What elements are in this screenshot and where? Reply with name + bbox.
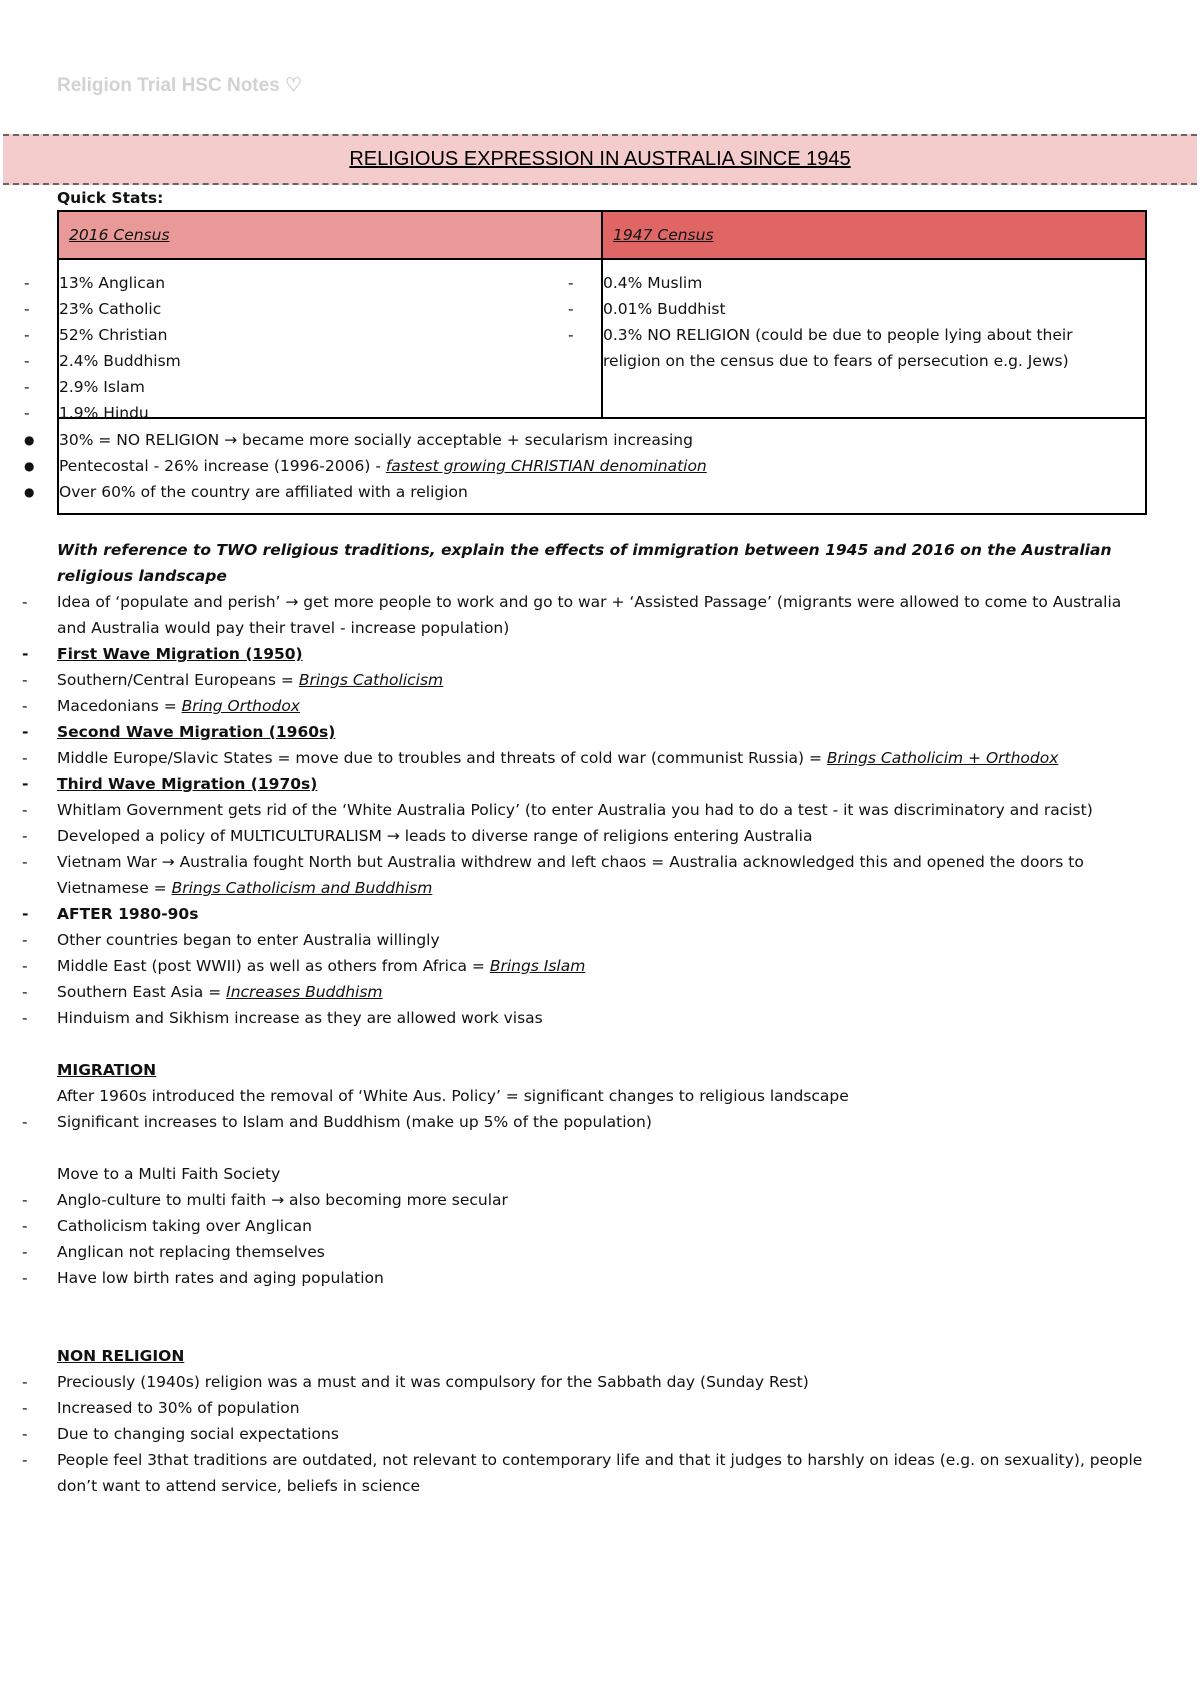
census-summary-list [59, 427, 1145, 505]
third-wave-list [57, 797, 1147, 901]
list-item: - Catholicism taking over Anglican [57, 1213, 1147, 1239]
list-item: ● Over 60% of the country are affiliated with a religion [59, 479, 1145, 505]
document-body [57, 189, 1147, 1499]
list-item: - 0.4% Muslim [603, 270, 1131, 296]
list-item: ● Pentecostal - 26% increase (1996-2006) - fastest growing CHRISTIAN denomination [59, 453, 1145, 479]
list-item: ● 30% = NO RELIGION → became more socially acceptable + secularism increasing [59, 427, 1145, 453]
list-item: - Developed a policy of MULTICULTURALISM → leads to diverse range of religions entering Australia [57, 823, 1147, 849]
census-2016-list [59, 270, 601, 426]
list-item: - 0.01% Buddhist [603, 296, 1131, 322]
multi-faith-list [57, 1187, 1147, 1265]
list-item: - Increased to 30% of population [57, 1395, 1147, 1421]
list-item: - Whitlam Government gets rid of the ‘White Australia Policy’ (to enter Australia you had to do a test - it was discriminatory and racist) [57, 797, 1147, 823]
list-item: - 0.3% NO RELIGION (could be due to people lying about their religion on the census due to fears of persecution e.g. Jews) [603, 322, 1131, 374]
list-item: - Macedonians = Bring Orthodox [57, 693, 1147, 719]
list-item: - Middle East (post WWII) as well as others from Africa = Brings Islam [57, 953, 1147, 979]
migration-intro: After 1960s introduced the removal of ‘White Aus. Policy’ = significant changes to religious landscape [57, 1087, 849, 1105]
census-1947-cell [602, 259, 1146, 418]
after-list [57, 953, 1147, 1031]
list-item: - Anglican not replacing themselves [57, 1239, 1147, 1265]
list-item: - Idea of ‘populate and perish’ → get more people to work and go to war + ‘Assisted Passage’ (migrants were allowed to come to Australia and Australia would pay their travel - increase population) [57, 589, 1147, 641]
list-item: - Preciously (1940s) religion was a must and it was compulsory for the Sabbath day (Sunday Rest) [57, 1369, 1147, 1395]
census-2016-header: 2016 Census [58, 211, 602, 259]
list-item: - Anglo-culture to multi faith → also becoming more secular [57, 1187, 1147, 1213]
list-item: - People feel 3that traditions are outdated, not relevant to contemporary life and that it judges to harshly on ideas (e.g. on sexuality), people don’t want to attend service, beliefs in science [57, 1447, 1147, 1499]
list-item: - Vietnam War → Australia fought North but Australia withdrew and left chaos = Australia acknowledged this and opened the doors to Vietnamese = Brings Catholicism and Buddhism [57, 849, 1147, 901]
list-item: - 2.4% Buddhism [59, 348, 601, 374]
immigration-list [57, 589, 1147, 667]
census-table [57, 210, 1147, 515]
list-item: - 52% Christian [59, 322, 601, 348]
list-item: - Southern East Asia = Increases Buddhism [57, 979, 1147, 1005]
list-item: - 13% Anglican [59, 270, 601, 296]
list-item: - Second Wave Migration (1960s) [57, 719, 1147, 745]
second-wave-list [57, 745, 1147, 771]
list-item: - Other countries began to enter Australia willingly [57, 927, 1147, 953]
immigration-question: With reference to TWO religious traditions, explain the effects of immigration between 1945 and 2016 on the Australian religious landscape [57, 541, 1112, 585]
list-item: - Have low birth rates and aging population [57, 1265, 1147, 1291]
quick-stats-label: Quick Stats: [57, 189, 164, 207]
multi-faith-heading: Move to a Multi Faith Society [57, 1165, 281, 1183]
list-item: - 23% Catholic [59, 296, 601, 322]
non-religion-list [57, 1369, 1147, 1421]
census-1947-header: 1947 Census [602, 211, 1146, 259]
list-item: - Southern/Central Europeans = Brings Catholicism [57, 667, 1147, 693]
first-wave-list [57, 667, 1147, 719]
list-item: - Third Wave Migration (1970s) [57, 771, 1147, 797]
list-item: - Significant increases to Islam and Buddhism (make up 5% of the population) [57, 1109, 1147, 1135]
list-item: - AFTER 1980-90s [57, 901, 1147, 927]
list-item: - Middle Europe/Slavic States = move due to troubles and threats of cold war (communist Russia) = Brings Catholicim + Orthodox [57, 745, 1147, 771]
title-banner [3, 134, 1197, 185]
list-item: - Hinduism and Sikhism increase as they are allowed work visas [57, 1005, 1147, 1031]
non-religion-heading: NON RELIGION [57, 1347, 185, 1365]
list-item: - 1.9% Hindu [59, 400, 601, 426]
list-item: - First Wave Migration (1950) [57, 641, 1147, 667]
list-item: - Due to changing social expectations [57, 1421, 1147, 1447]
page-header: Religion Trial HSC Notes ♡ [57, 75, 303, 96]
census-summary-cell [58, 418, 1146, 514]
census-2016-cell [58, 259, 602, 422]
migration-heading: MIGRATION [57, 1061, 157, 1079]
census-1947-list [603, 270, 1131, 374]
list-item: - 2.9% Islam [59, 374, 601, 400]
page-title: RELIGIOUS EXPRESSION IN AUSTRALIA SINCE 1945 [349, 148, 851, 170]
